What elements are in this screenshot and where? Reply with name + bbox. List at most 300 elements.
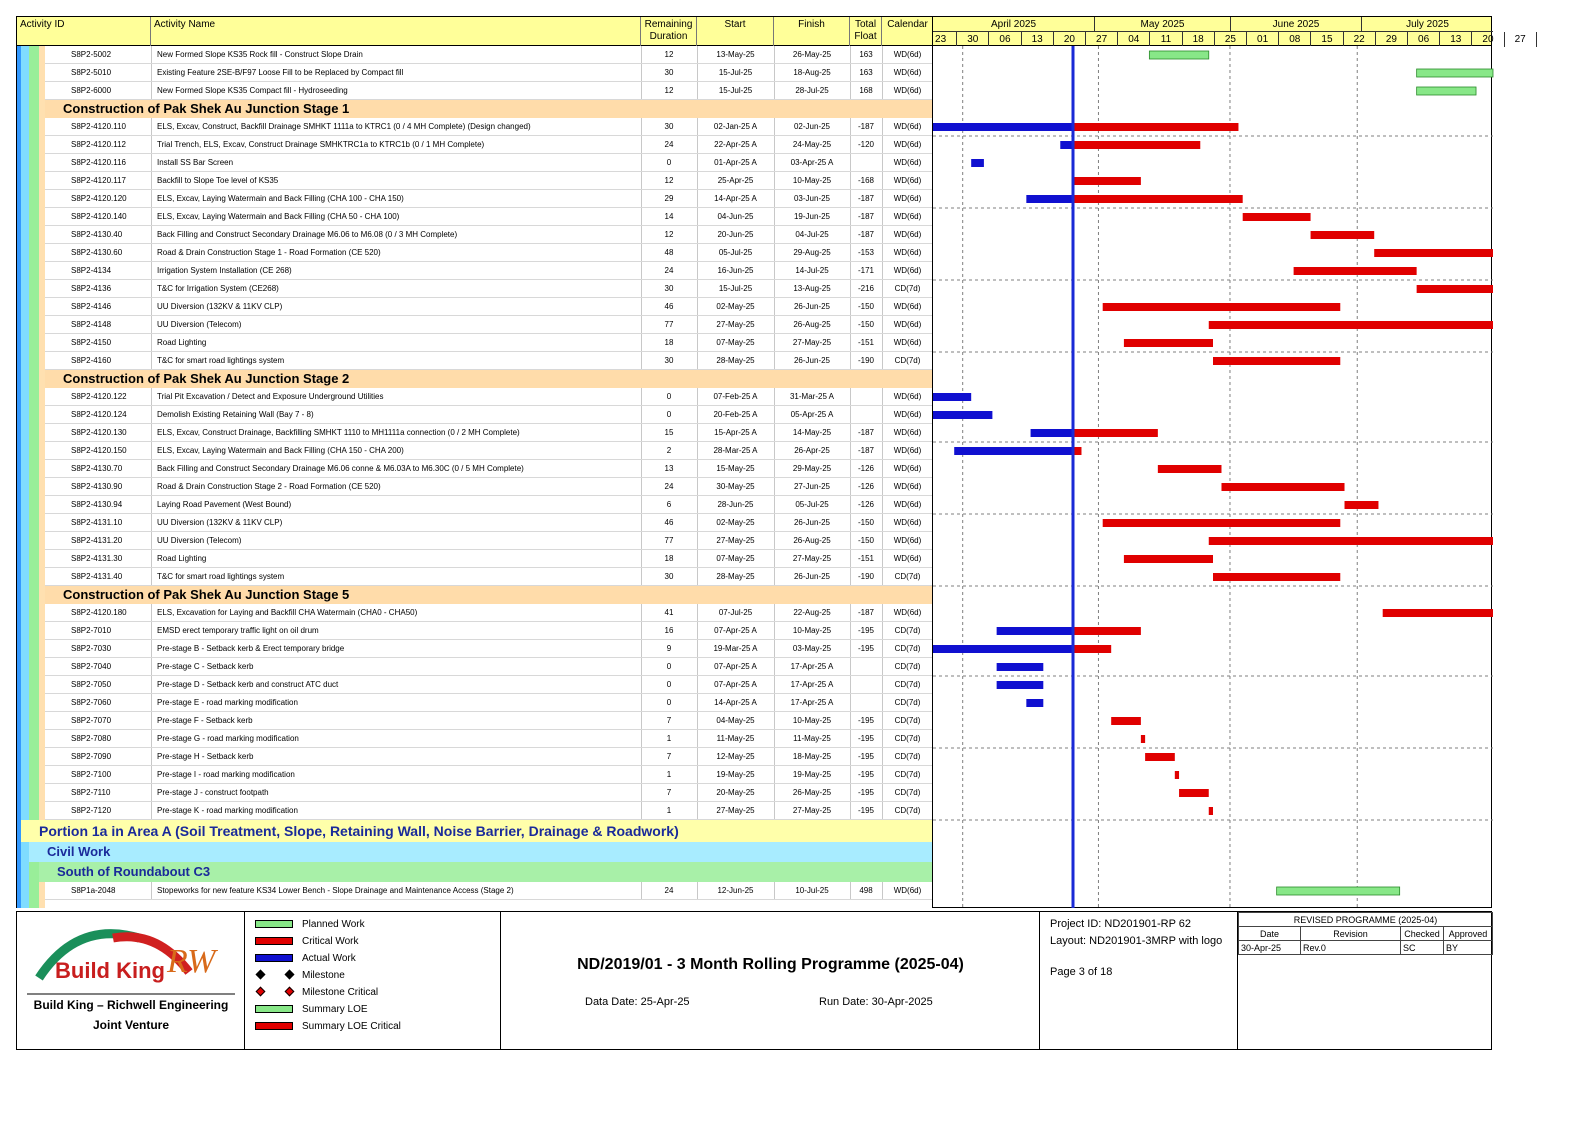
activity-id-cell: S8P2-4130.90 [71, 482, 123, 491]
column-divider [774, 334, 775, 351]
activity-id-cell: S8P2-7110 [71, 788, 111, 797]
column-divider [882, 406, 883, 423]
column-divider [774, 226, 775, 243]
activity-row[interactable] [45, 460, 933, 478]
diamond-icon [285, 970, 295, 980]
col-header-finish[interactable]: Finish [774, 17, 850, 47]
planned-bar[interactable] [1417, 69, 1493, 77]
calendar-cell: WD(6d) [893, 410, 922, 419]
column-divider [882, 298, 883, 315]
activity-id-cell: S8P2-7090 [71, 752, 112, 761]
activity-row[interactable] [45, 388, 933, 406]
column-divider [882, 802, 883, 819]
activity-row[interactable] [45, 406, 933, 424]
activity-id-cell: S8P2-4120.116 [71, 158, 127, 167]
run-date-label: Run Date: 30-Apr-2025 [819, 996, 933, 1008]
column-divider [882, 694, 883, 711]
column-divider [774, 766, 775, 783]
column-divider [850, 154, 851, 171]
activity-row[interactable] [45, 784, 933, 802]
critical-bar[interactable] [1073, 429, 1158, 437]
column-divider [697, 208, 698, 225]
total-float-cell: -153 [857, 248, 874, 257]
activity-row[interactable] [45, 676, 933, 694]
activity-id-cell: S8P2-7010 [71, 626, 112, 635]
column-divider [697, 172, 698, 189]
column-divider [641, 514, 642, 531]
column-divider [641, 244, 642, 261]
critical-bar[interactable] [1213, 573, 1340, 581]
total-float-cell: -150 [857, 518, 874, 527]
activity-row[interactable] [45, 496, 933, 514]
actual-bar[interactable] [933, 411, 992, 419]
activity-name-cell: UU Diversion (Telecom) [157, 320, 242, 329]
week-tick: 11 [1150, 32, 1182, 47]
column-divider [774, 280, 775, 297]
critical-bar[interactable] [1383, 609, 1493, 617]
activity-row[interactable] [45, 316, 933, 334]
actual-bar[interactable] [997, 663, 1044, 671]
critical-bar[interactable] [1073, 645, 1111, 653]
actual-bar[interactable] [933, 123, 1077, 131]
remaining-duration-cell: 30 [664, 572, 674, 581]
column-divider [641, 226, 642, 243]
start-date-cell: 20-Jun-25 [717, 230, 754, 239]
revision-block [1238, 912, 1491, 1049]
activity-id-cell: S8P2-4120.124 [71, 410, 127, 419]
activity-id-cell: S8P2-4150 [71, 338, 112, 347]
activity-row[interactable] [45, 82, 933, 100]
column-divider [697, 154, 698, 171]
critical-bar[interactable] [1141, 735, 1145, 743]
legend-item [255, 1020, 401, 1034]
total-float-cell: -195 [857, 806, 874, 815]
remaining-duration-cell: 0 [666, 662, 672, 671]
column-divider [151, 172, 152, 189]
activity-id-cell: S8P2-4148 [71, 320, 112, 329]
column-divider [850, 82, 851, 99]
legend-label: Milestone Critical [302, 987, 379, 998]
legend-swatch [255, 920, 293, 928]
column-divider [697, 280, 698, 297]
remaining-duration-cell: 0 [666, 158, 672, 167]
activity-id-cell: S8P2-4131.40 [71, 572, 123, 581]
activity-id-cell: S8P2-4120.120 [71, 194, 127, 203]
activity-row[interactable] [45, 658, 933, 676]
activity-row[interactable] [45, 424, 933, 442]
critical-bar[interactable] [1103, 303, 1341, 311]
activity-id-cell: S8P2-5002 [71, 50, 112, 59]
actual-bar[interactable] [997, 681, 1044, 689]
critical-bar[interactable] [1294, 267, 1417, 275]
column-divider [774, 154, 775, 171]
column-divider [774, 352, 775, 369]
planned-bar[interactable] [1277, 887, 1400, 895]
diamond-icon [256, 970, 266, 980]
calendar-cell: WD(6d) [893, 536, 922, 545]
total-float-cell: -151 [857, 554, 874, 563]
critical-bar[interactable] [1073, 123, 1238, 131]
column-divider [774, 136, 775, 153]
activity-row[interactable] [45, 244, 933, 262]
column-divider [641, 568, 642, 585]
column-divider [774, 406, 775, 423]
activity-id-cell: S8P2-7040 [71, 662, 112, 671]
col-header-activity-name[interactable]: Activity Name [151, 17, 641, 47]
column-divider [641, 136, 642, 153]
column-divider [850, 882, 851, 899]
critical-bar[interactable] [1145, 753, 1175, 761]
activity-name-cell: Pre-stage H - Setback kerb [157, 752, 254, 761]
critical-bar[interactable] [1374, 249, 1493, 257]
total-float-cell [850, 694, 882, 712]
start-date-cell: 19-Mar-25 A [713, 644, 758, 653]
wbs-header-row[interactable] [45, 100, 933, 118]
wbs-title: Construction of Pak Shek Au Junction Stage 1 [63, 101, 350, 116]
rev-col-approved: Approved [1444, 927, 1493, 941]
activity-id-cell: S8P2-4131.20 [71, 536, 123, 545]
activity-row[interactable] [45, 550, 933, 568]
column-divider [697, 244, 698, 261]
activity-row[interactable] [45, 694, 933, 712]
finish-date-cell: 17-Apr-25 A [790, 698, 834, 707]
column-divider [774, 298, 775, 315]
column-divider [697, 694, 698, 711]
column-divider [850, 280, 851, 297]
activity-table [16, 46, 932, 908]
critical-bar[interactable] [1179, 789, 1209, 797]
legend-item [255, 918, 365, 932]
activity-name-cell: Stopeworks for new feature KS34 Lower Bench - Slope Drainage and Maintenance Access (Stage 2) [157, 886, 514, 895]
column-divider [882, 388, 883, 405]
column-divider [641, 82, 642, 99]
total-float-cell: -187 [857, 230, 874, 239]
activity-row[interactable] [45, 882, 933, 900]
critical-bar[interactable] [1175, 771, 1179, 779]
critical-bar[interactable] [1417, 285, 1493, 293]
activity-id-cell: S8P2-4130.70 [71, 464, 123, 473]
activity-row[interactable] [45, 190, 933, 208]
remaining-duration-cell: 24 [664, 140, 674, 149]
wbs-header-row[interactable] [39, 862, 933, 882]
column-divider [774, 64, 775, 81]
start-date-cell: 28-May-25 [716, 356, 755, 365]
column-divider [882, 262, 883, 279]
start-date-cell: 22-Apr-25 A [714, 140, 757, 149]
activity-row[interactable] [45, 478, 933, 496]
column-divider [882, 136, 883, 153]
project-id: Project ID: ND201901-RP 62 [1050, 918, 1192, 930]
title-section [501, 912, 1040, 1049]
critical-bar[interactable] [1158, 465, 1222, 473]
remaining-duration-cell: 24 [664, 886, 674, 895]
total-float-cell: -187 [857, 428, 874, 437]
calendar-cell: WD(6d) [893, 428, 922, 437]
activity-row[interactable] [45, 748, 933, 766]
critical-bar[interactable] [1209, 537, 1493, 545]
start-date-cell: 12-Jun-25 [717, 886, 754, 895]
critical-bar[interactable] [1111, 717, 1141, 725]
finish-date-cell: 03-Apr-25 A [790, 158, 834, 167]
wbs-title: South of Roundabout C3 [57, 864, 211, 879]
remaining-duration-cell: 30 [664, 356, 674, 365]
start-date-cell: 25-Apr-25 [717, 176, 754, 185]
total-float-cell [850, 676, 882, 694]
column-divider [151, 316, 152, 333]
legend-item [255, 986, 378, 1000]
start-date-cell: 30-May-25 [716, 482, 755, 491]
critical-bar[interactable] [1221, 483, 1344, 491]
start-date-cell: 02-May-25 [716, 302, 755, 311]
actual-bar[interactable] [1026, 195, 1077, 203]
column-divider [641, 550, 642, 567]
week-tick: 13 [1440, 32, 1472, 47]
column-divider [850, 604, 851, 621]
remaining-duration-cell: 13 [664, 464, 674, 473]
start-date-cell: 07-Apr-25 A [714, 662, 757, 671]
col-header-start[interactable]: Start [697, 17, 774, 47]
critical-bar[interactable] [1311, 231, 1375, 239]
rev-date-value: 30-Apr-25 [1239, 941, 1301, 955]
column-divider [697, 568, 698, 585]
page-number: Page 3 of 18 [1050, 966, 1113, 978]
column-divider [850, 226, 851, 243]
activity-id-cell: S8P2-4130.94 [71, 500, 123, 509]
start-date-cell: 16-Jun-25 [717, 266, 754, 275]
column-divider [151, 262, 152, 279]
col-header-calendar[interactable]: Calendar [887, 19, 928, 30]
column-divider [882, 514, 883, 531]
activity-row[interactable] [45, 730, 933, 748]
column-divider [882, 496, 883, 513]
column-divider [151, 424, 152, 441]
finish-date-cell: 14-Jul-25 [795, 266, 829, 275]
remaining-duration-cell: 12 [664, 50, 674, 59]
actual-bar[interactable] [1026, 699, 1043, 707]
column-divider [151, 136, 152, 153]
critical-bar[interactable] [1073, 627, 1141, 635]
activity-row[interactable] [45, 622, 933, 640]
critical-bar[interactable] [1213, 357, 1340, 365]
remaining-duration-cell: 6 [666, 500, 672, 509]
activity-id-cell: S8P2-4120.122 [71, 392, 127, 401]
activity-row[interactable] [45, 352, 933, 370]
col-header-activity-id[interactable]: Activity ID [17, 17, 151, 47]
activity-row[interactable] [45, 568, 933, 586]
start-date-cell: 14-Apr-25 A [714, 698, 757, 707]
finish-date-cell: 22-Aug-25 [793, 608, 831, 617]
activity-row[interactable] [45, 154, 933, 172]
column-divider [774, 784, 775, 801]
total-float-cell: -195 [857, 770, 874, 779]
remaining-duration-cell: 24 [664, 482, 674, 491]
critical-bar[interactable] [1073, 195, 1243, 203]
col-header-remaining-duration[interactable]: Remaining Duration [641, 17, 697, 47]
activity-name-cell: Pre-stage B - Setback kerb & Erect temporary bridge [157, 644, 345, 653]
actual-bar[interactable] [954, 447, 1077, 455]
column-divider [850, 316, 851, 333]
column-divider [697, 496, 698, 513]
column-divider [882, 568, 883, 585]
finish-date-cell: 26-Jun-25 [793, 356, 831, 365]
activity-row[interactable] [45, 172, 933, 190]
critical-bar[interactable] [1345, 501, 1379, 509]
activity-row[interactable] [45, 802, 933, 820]
column-divider [151, 766, 152, 783]
activity-id-cell: S8P2-4120.110 [71, 122, 127, 131]
column-divider [850, 640, 851, 657]
actual-bar[interactable] [933, 645, 1077, 653]
finish-date-cell: 05-Jul-25 [795, 500, 829, 509]
activity-id-cell: S8P1a-2048 [71, 886, 116, 895]
column-divider [641, 712, 642, 729]
column-divider [151, 568, 152, 585]
activity-name-cell: ELS, Excav, Construct Drainage, Backfilling SMHKT 1110 to MH1111a connection (0 / 2 MH Complete) [157, 428, 520, 437]
activity-row[interactable] [45, 514, 933, 532]
activity-row[interactable] [45, 64, 933, 82]
critical-bar[interactable] [1124, 555, 1213, 563]
column-divider [882, 208, 883, 225]
activity-name-cell: New Formed Slope KS35 Compact fill - Hydroseeding [157, 86, 348, 95]
calendar-cell: WD(6d) [893, 554, 922, 563]
column-divider [882, 118, 883, 135]
remaining-duration-cell: 0 [666, 410, 672, 419]
column-divider [697, 46, 698, 63]
critical-bar[interactable] [1243, 213, 1311, 221]
actual-bar[interactable] [971, 159, 984, 167]
activity-row[interactable] [45, 136, 933, 154]
column-divider [697, 334, 698, 351]
column-divider [151, 226, 152, 243]
start-date-cell: 07-Apr-25 A [714, 626, 757, 635]
planned-bar[interactable] [1149, 51, 1208, 59]
total-float-cell: -150 [857, 536, 874, 545]
diamond-icon [256, 987, 266, 997]
start-date-cell: 02-May-25 [716, 518, 755, 527]
activity-name-cell: ELS, Excav, Laying Watermain and Back Filling (CHA 100 - CHA 150) [157, 194, 404, 203]
activity-row[interactable] [45, 334, 933, 352]
column-divider [882, 712, 883, 729]
week-tick: 30 [957, 32, 989, 47]
column-divider [697, 658, 698, 675]
activity-row[interactable] [45, 262, 933, 280]
column-divider [850, 748, 851, 765]
activity-row[interactable] [45, 118, 933, 136]
finish-date-cell: 03-May-25 [792, 644, 832, 653]
critical-bar[interactable] [1103, 519, 1341, 527]
total-float-cell: -190 [857, 572, 874, 581]
activity-name-cell: ELS, Excav, Laying Watermain and Back Filling (CHA 50 - CHA 100) [157, 212, 400, 221]
start-date-cell: 28-May-25 [716, 572, 755, 581]
activity-row[interactable] [45, 442, 933, 460]
critical-bar[interactable] [1073, 141, 1200, 149]
activity-name-cell: T&C for smart road lightings system [157, 572, 285, 581]
column-divider [774, 424, 775, 441]
column-divider [774, 640, 775, 657]
critical-bar[interactable] [1209, 321, 1493, 329]
total-float-cell: -187 [857, 608, 874, 617]
column-divider [697, 882, 698, 899]
week-tick: 08 [1279, 32, 1311, 47]
activity-row[interactable] [45, 712, 933, 730]
total-float-cell: -195 [857, 716, 874, 725]
column-divider [882, 676, 883, 693]
col-header-total-float[interactable]: Total Float [850, 17, 882, 47]
total-float-cell: 168 [859, 86, 873, 95]
actual-bar[interactable] [997, 627, 1078, 635]
actual-bar[interactable] [933, 393, 971, 401]
column-divider [774, 622, 775, 639]
activity-row[interactable] [45, 298, 933, 316]
column-divider [641, 604, 642, 621]
column-divider [151, 882, 152, 899]
table-header [16, 16, 932, 46]
activity-row[interactable] [45, 46, 933, 64]
wbs-header-row[interactable] [21, 820, 933, 842]
calendar-cell: WD(6d) [893, 266, 922, 275]
calendar-cell: WD(6d) [893, 158, 922, 167]
calendar-cell: WD(6d) [893, 338, 922, 347]
start-date-cell: 15-Jul-25 [718, 86, 753, 95]
activity-name-cell: Irrigation System Installation (CE 268) [157, 266, 292, 275]
activity-row[interactable] [45, 604, 933, 622]
activity-row[interactable] [45, 226, 933, 244]
column-divider [697, 316, 698, 333]
column-divider [882, 550, 883, 567]
column-divider [151, 190, 152, 207]
activity-row[interactable] [45, 640, 933, 658]
column-divider [641, 190, 642, 207]
column-divider [151, 802, 152, 819]
actual-bar[interactable] [1031, 429, 1078, 437]
planned-bar[interactable] [1417, 87, 1476, 95]
wbs-header-row[interactable] [45, 370, 933, 388]
column-divider [850, 190, 851, 207]
critical-bar[interactable] [1209, 807, 1213, 815]
finish-date-cell: 17-Apr-25 A [790, 680, 834, 689]
start-date-cell: 28-Mar-25 A [713, 446, 758, 455]
wbs-header-row[interactable] [29, 842, 933, 862]
legend-swatch [255, 1005, 293, 1013]
activity-row[interactable] [45, 766, 933, 784]
column-divider [697, 532, 698, 549]
activity-id-cell: S8P2-7100 [71, 770, 112, 779]
activity-row[interactable] [45, 280, 933, 298]
activity-row[interactable] [45, 532, 933, 550]
activity-name-cell: Trial Pit Excavation / Detect and Exposure Underground Utilities [157, 392, 384, 401]
activity-row[interactable] [45, 208, 933, 226]
activity-id-cell: S8P2-4146 [71, 302, 112, 311]
column-divider [882, 82, 883, 99]
column-divider [641, 406, 642, 423]
remaining-duration-cell: 12 [664, 86, 674, 95]
activity-id-cell: S8P2-4134 [71, 266, 112, 275]
total-float-cell: -195 [857, 644, 874, 653]
critical-bar[interactable] [1124, 339, 1213, 347]
activity-name-cell: Pre-stage I - road marking modification [157, 770, 295, 779]
column-divider [641, 118, 642, 135]
column-divider [641, 208, 642, 225]
column-divider [641, 748, 642, 765]
calendar-cell: WD(6d) [893, 302, 922, 311]
activity-name-cell: Pre-stage C - Setback kerb [157, 662, 254, 671]
critical-bar[interactable] [1073, 177, 1141, 185]
column-divider [850, 460, 851, 477]
column-divider [850, 694, 851, 711]
column-divider [151, 676, 152, 693]
wbs-header-row[interactable] [45, 586, 933, 604]
legend-label: Summary LOE Critical [302, 1021, 401, 1032]
